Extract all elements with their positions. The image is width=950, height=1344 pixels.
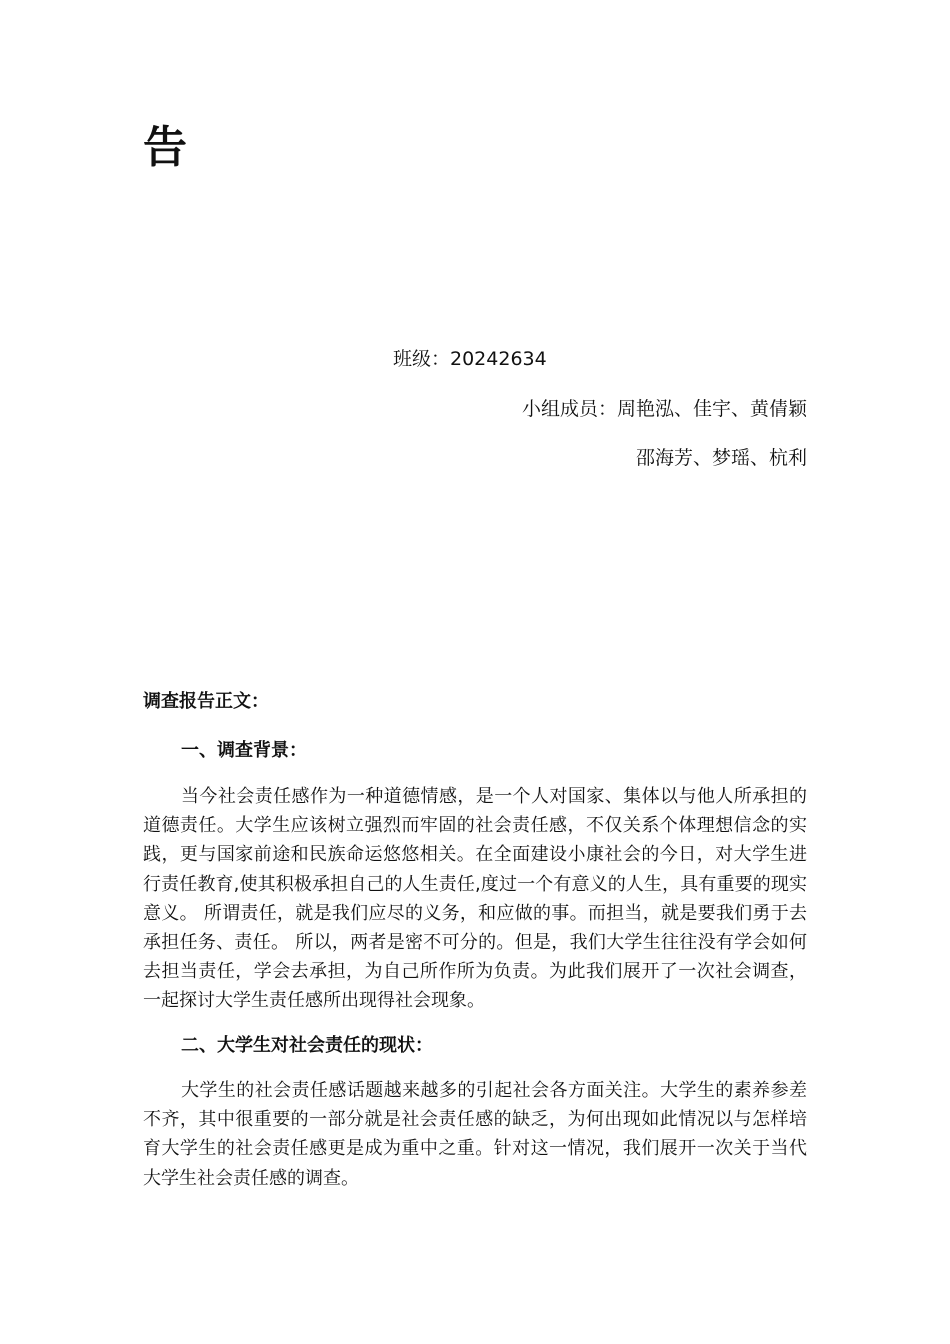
report-body-heading: 调查报告正文： xyxy=(143,691,269,712)
section-heading-background: 一、调查背景： xyxy=(181,740,307,761)
section-paragraph-status: 大学生的社会责任感话题越来越多的引起社会各方面关注。大学生的素养参差不齐，其中很重要的一部分就是社会责任感的缺乏，为何出现如此情况以与怎样培育大学生的社会责任感更是成为重中之重。针对这一情况，我们展开一次关于当代大学生社会责任感的调查。 xyxy=(143,1080,807,1189)
group-members-line-2: 邵海芳、梦瑶、杭利 xyxy=(635,447,807,469)
title-fragment: 告 xyxy=(143,122,187,173)
class-info: 班级：20242634 xyxy=(393,348,547,370)
group-members-line-1: 小组成员：周艳泓、佳宇、黄倩颖 xyxy=(521,398,807,420)
section-heading-status: 二、大学生对社会责任的现状： xyxy=(181,1035,433,1056)
section-paragraph-background: 当今社会责任感作为一种道德情感，是一个人对国家、集体以与他人所承担的道德责任。大学生应该树立强烈而牢固的社会责任感，不仅关系个体理想信念的实践，更与国家前途和民族命运悠悠相关。在全面建设小康社会的今日，对大学生进行责任教育,使其积极承担自己的人生责任,度过一个有意义的人生，具有重要的现实意义。 所谓责任，就是我们应尽的义务，和应做的事。而担当，就是要我们勇于去承担任务、责任。 所以，两者是密不可分的。但是，我们大学生往往没有学会如何去担当责任，学会去承担，为自己所作所为负责。为此我们展开了一次社会调查，一起探讨大学生责任感所出现得社会现象。 xyxy=(143,786,807,1012)
